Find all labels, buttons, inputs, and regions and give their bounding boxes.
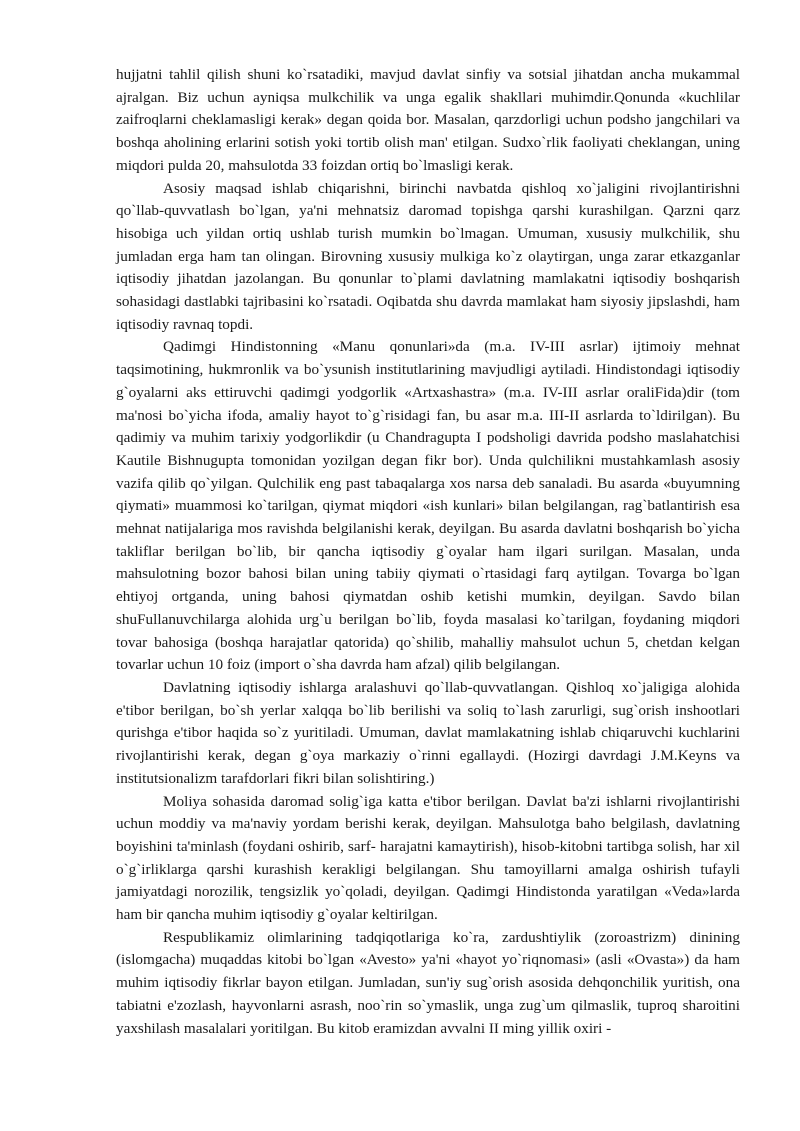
paragraph: Qadimgi Hindistonning «Manu qonunlari»da (m.a. IV-III asrlar) ijtimoiy mehnat taqsimotining, hukmronlik va bo`ysunish institutlarining mavjudligi aytiladi. Hindistondagi iqtisodiy g`oyalarni aks ettiruvchi qadimgi yodgorlik «Artxashastra» (m.a. IV-III asrlar oraliFida)dir (tom ma'nosi bo`yicha ifoda, amaliy hayot to`g`risidagi fan, bu asar m.a. III-II asrlarda to`ldirilgan). Bu qadimiy va muhim tarixiy yodgorlikdir (u Chandragupta I podsholigi davrida podsho maslahatchisi Kautile Bishnugupta tomonidan yozilgan degan fikr bor). Unda qulchilikni mustahkamlash asosiy vazifa qilib qo`yilgan. Qulchilik eng past tabaqalarga xos narsa deb sanaladi. Bu asarda «buyumning qiymati» muammosi ko`tarilgan, qiymat miqdori «ish kunlari» bilan belgilangan, rag`batlantirish esa mehnat natijalariga mos ravishda belgilanishi kerak, deyilgan. Bu asarda davlatni boshqarish bo`yicha takliflar berilgan bo`lib, bir qancha iqtisodiy g`oyalar ham ilgari surilgan. Masalan, unda mahsulotning bozor bahosi bilan uning tabiiy qiymati o`rtasidagi farq aytilgan. Tovarga bo`lgan ehtiyoj ortganda, uning bahosi qiymatdan oshib ketishi mumkin, deyilgan. Savdo bilan shuFullanuvchilarga alohida urg`u berilgan bo`lib, foyda masalasi ko`tarilgan, foydaning miqdori tovar bahosiga (boshqa harajatlar qatorida) qo`shilib, mahalliy mahsulot uchun 5, chetdan kelgan tovarlar uchun 10 foiz (import o`sha davrda ham afzal) qilib belgilangan. [116, 338, 740, 674]
document-page [116, 64, 740, 1040]
paragraph: Asosiy maqsad ishlab chiqarishni, birinchi navbatda qishloq xo`jaligini rivojlantirishni qo`llab-quvvatlash bo`lgan, ya'ni mehnatsiz daromad topishga qarshi kurashilgan. Qarzni qarz hisobiga uch yildan ortiq ushlab turish mumkin bo`lmagan. Umuman, xususiy mulkchilik, shu jumladan erga ham tan olingan. Birovning xususiy mulkiga ko`z olaytirgan, unga zarar etkazganlar iqtisodiy jihatdan jazolangan. Bu qonunlar to`plami davlatning mamlakatni iqtisodiy boshqarish sohasidagi dastlabki tajribasini ko`rsatadi. Oqibatda shu davrda mamlakat ham siyosiy jipslashdi, ham iqtisodiy ravnaq topdi. [116, 179, 740, 333]
paragraph: Davlatning iqtisodiy ishlarga aralashuvi qo`llab-quvvatlangan. Qishloq xo`jaligiga alohida e'tibor berilgan, bo`sh yerlar xalqqa bo`lib berilishi va soliq to`lash zarurligi, sug`orish inshootlari qurishga e'tibor haqida so`z yuritiladi. Umuman, davlat mamlakatning ishlab chiqaruvchi kuchlarini rivojlantirishi kerak, degan g`oya markaziy o`rinni egallaydi. (Hozirgi davrdagi J.M.Keyns va institutsionalizm tarafdorlari fikri bilan solishtiring.) [116, 678, 740, 787]
paragraph: Moliya sohasida daromad solig`iga katta e'tibor berilgan. Davlat ba'zi ishlarni rivojlantirishi uchun moddiy va ma'naviy yordam berishi kerak, deyilgan. Mahsulotga baho belgilash, davlatning boyishini ta'minlash (foydani oshirib, sarf- harajatni kamaytirish), hisob-kitobni tartibga solish, har xil o`g`irliklarga qarshi kurashish kerakligi belgilangan. Shu tamoyillarni amalga oshirish tufayli jamiyatdagi norozilik, tengsizlik yo`qoladi, deyilgan. Qadimgi Hindistonda yaratilgan «Veda»larda ham bir qancha muhim iqtisodiy g`oyalar keltirilgan. [116, 792, 740, 924]
paragraph: Respublikamiz olimlarining tadqiqotlariga ko`ra, zardushtiylik (zoroastrizm) dinining (islomgacha) muqaddas kitobi bo`lgan «Avesto» ya'ni «hayot yo`riqnomasi» (asli «Ovasta») da ham muhim iqtisodiy fikrlar bayon etilgan. Jumladan, sun'iy sug`orish asosida dehqonchilik yuritish, ona tabiatni e'zozlash, hayvonlarni asrash, noo`rin so`ymaslik, unga zug`um qilmaslik, tuproq sharoitini yaxshilash masalalari yoritilgan. Bu kitob eramizdan avvalni II ming yillik oxiri - [116, 928, 740, 1037]
paragraph-continuation: hujjatni tahlil qilish shuni ko`rsatadiki, mavjud davlat sinfiy va sotsial jihatdan ancha mukammal ajralgan. Biz uchun ayniqsa mulkchilik va unga egalik shakllari muhimdir.Qonunda «kuchlilar zaifroqlarni cheklamasligi kerak» degan qoida bor. Masalan, qarzdorligi uchun podsho jangchilari va boshqa aholining erlarini sotish yoki tortib olish man' etilgan. Sudxo`rlik faoliyati cheklangan, uning miqdori pulda 20, mahsulotda 33 foizdan ortiq bo`lmasligi kerak. [116, 66, 740, 174]
